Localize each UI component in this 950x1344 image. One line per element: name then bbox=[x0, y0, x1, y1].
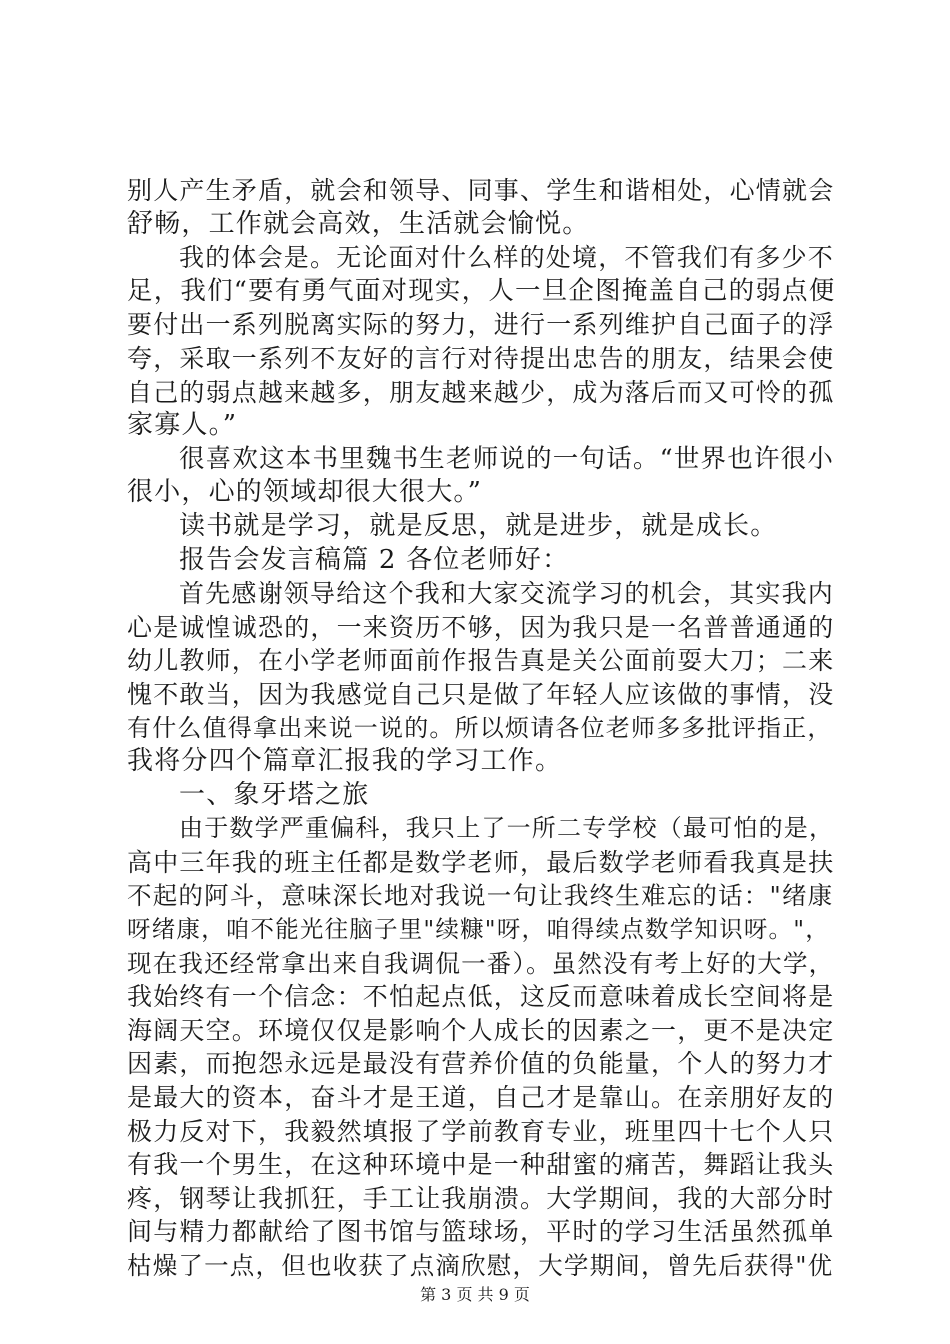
text-line: 很小，心的领域却很大很大。” bbox=[127, 477, 483, 508]
text-line: 要付出一系列脱离实际的努力，进行一系列维护自己面子的浮 bbox=[127, 310, 835, 340]
text-line: 因素，而抱怨永远是最没有营养价值的负能量，个人的努力才 bbox=[127, 1049, 835, 1079]
document-body bbox=[127, 174, 837, 1283]
text-line: 家寡人。” bbox=[127, 410, 238, 441]
text-line: 不起的阿斗，意味深长地对我说一句让我终生难忘的话："绪康 bbox=[127, 881, 834, 911]
text-line: 间与精力都献给了图书馆与篮球场，平时的学习生活虽然孤单 bbox=[127, 1217, 835, 1247]
text-line: 足，我们“要有勇气面对现实，人一旦企图掩盖自己的弱点便 bbox=[127, 275, 836, 306]
text-line: 心是诚惶诚恐的，一来资历不够，因为我只是一名普普通通的 bbox=[127, 612, 835, 642]
text-line: 很喜欢这本书里魏书生老师说的一句话。“世界也许很小 bbox=[179, 443, 835, 474]
text-line: 疼，钢琴让我抓狂，手工让我崩溃。大学期间，我的大部分时 bbox=[127, 1183, 835, 1213]
text-line: 我的体会是。无论面对什么样的处境，不管我们有多少不 bbox=[179, 243, 835, 273]
text-line: 我将分四个篇章汇报我的学习工作。 bbox=[127, 746, 563, 777]
text-line: 呀绪康，咱不能光往脑子里"续糠"呀，咱得续点数学知识呀。"， bbox=[127, 915, 830, 944]
text-line: 夸，采取一系列不友好的言行对待提出忠告的朋友，结果会使 bbox=[127, 343, 835, 373]
text-line: 有什么值得拿出来说一说的。所以烦请各位老师多多批评指正， bbox=[127, 713, 833, 742]
text-line: 高中三年我的班主任都是数学老师，最后数学老师看我真是扶 bbox=[127, 847, 835, 877]
text-line: 海阔天空。环境仅仅是影响个人成长的因素之一，更不是决定 bbox=[127, 1015, 835, 1045]
text-line: 由于数学严重偏科，我只上了一所二专学校（最可怕的是， bbox=[179, 814, 835, 843]
text-line: 愧不敢当，因为我感觉自己只是做了年轻人应该做的事情，没 bbox=[127, 679, 835, 709]
text-line: 自己的弱点越来越多，朋友越来越少，成为落后而又可怜的孤 bbox=[127, 377, 835, 407]
text-line: 极力反对下，我毅然填报了学前教育专业，班里四十七个人只 bbox=[127, 1116, 835, 1146]
page-footer: 第 3 页 共 9 页 bbox=[420, 1285, 530, 1304]
text-line: 枯燥了一点，但也收获了点滴欣慰，大学期间，曾先后获得"优 bbox=[127, 1251, 834, 1280]
text-line: 我始终有一个信念：不怕起点低，这反而意味着成长空间将是 bbox=[127, 982, 835, 1012]
text-line: 首先感谢领导给这个我和大家交流学习的机会，其实我内 bbox=[179, 579, 835, 609]
text-line: 是最大的资本，奋斗才是王道，自己才是靠山。在亲朋好友的 bbox=[127, 1083, 835, 1113]
text-line: 一、象牙塔之旅 bbox=[179, 779, 370, 810]
text-line: 读书就是学习，就是反思，就是进步，就是成长。 bbox=[179, 510, 778, 541]
text-line: 别人产生矛盾，就会和领导、同事、学生和谐相处，心情就会 bbox=[127, 176, 835, 205]
text-line: 幼儿教师，在小学老师面前作报告真是关公面前耍大刀；二来 bbox=[127, 646, 835, 676]
text-line: 现在我还经常拿出来自我调侃一番）。虽然没有考上好的大学， bbox=[127, 948, 835, 978]
text-line: 舒畅，工作就会高效，生活就会愉悦。 bbox=[127, 208, 590, 239]
text-line: 有我一个男生，在这种环境中是一种甜蜜的痛苦，舞蹈让我头 bbox=[127, 1150, 835, 1180]
text-line: 报告会发言稿篇 2 各位老师好： bbox=[179, 544, 570, 575]
